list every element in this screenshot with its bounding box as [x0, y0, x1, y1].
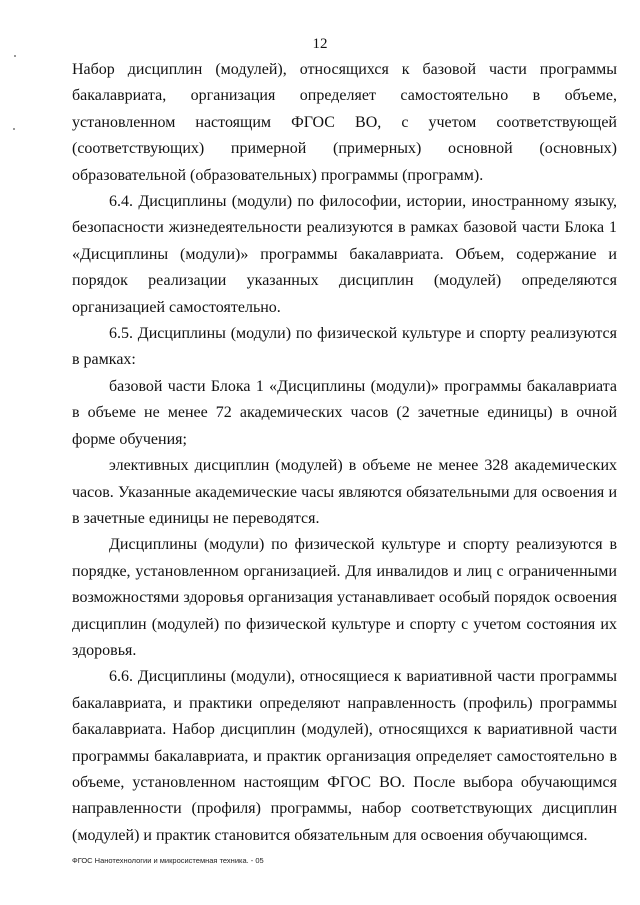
page-body [72, 57, 617, 849]
paragraph-6-4: 6.4. Дисциплины (модули) по философии, истории, иностранному языку, безопасности жизнедеятельности реализуются в рамках базовой части Блока 1 «Дисциплины (модули)» программы бакалавриата. Объем, содержание и порядок реализации указанных дисциплин (модулей) определяются организацией самостоятельно. [72, 193, 617, 316]
paragraph-order: Дисциплины (модули) по физической культуре и спорту реализуются в порядке, установленном организацией. Для инвалидов и лиц с ограниченными возможностями здоровья организация устанавливает особый порядок освоения дисциплин (модулей) по физической культуре и спорту с учетом состояния их здоровья. [72, 536, 617, 659]
scan-speck [13, 128, 15, 130]
paragraph-6-6: 6.6. Дисциплины (модули), относящиеся к вариативной части программы бакалавриата, и практики определяют направленность (профиль) программы бакалавриата. Набор дисциплин (модулей), относящихся к вариативной части программы бакалавриата, и практик организация определяет самостоятельно в объеме, установленном настоящим ФГОС ВО. После выбора обучающимся направленности (профиля) программы, набор соответствующих дисциплин (модулей) и практик становится обязательным для освоения обучающимся. [72, 668, 617, 844]
scan-speck [14, 55, 16, 57]
page-number: 12 [312, 36, 328, 52]
paragraph-6-5: 6.5. Дисциплины (модули) по физической культуре и спорту реализуются в рамках: [72, 325, 617, 369]
paragraph-elective: элективных дисциплин (модулей) в объеме не менее 328 академических часов. Указанные академические часы являются обязательными для освоения и в зачетные единицы не переводятся. [72, 457, 617, 527]
paragraph-base-part: базовой части Блока 1 «Дисциплины (модули)» программы бакалавриата в объеме не менее 72 академических часов (2 зачетные единицы) в очной форме обучения; [72, 377, 617, 448]
paragraph-1: Набор дисциплин (модулей), относящихся к базовой части программы бакалавриата, организация определяет самостоятельно в объеме, установленном настоящим ФГОС ВО, с учетом соответствующей (соответствующих) примерной (примерных) основной (основных) образовательной (образовательных) программы (программ). [72, 61, 617, 184]
document-footer: ФГОС Нанотехнологии и микросистемная техника. - 05 [72, 856, 264, 865]
